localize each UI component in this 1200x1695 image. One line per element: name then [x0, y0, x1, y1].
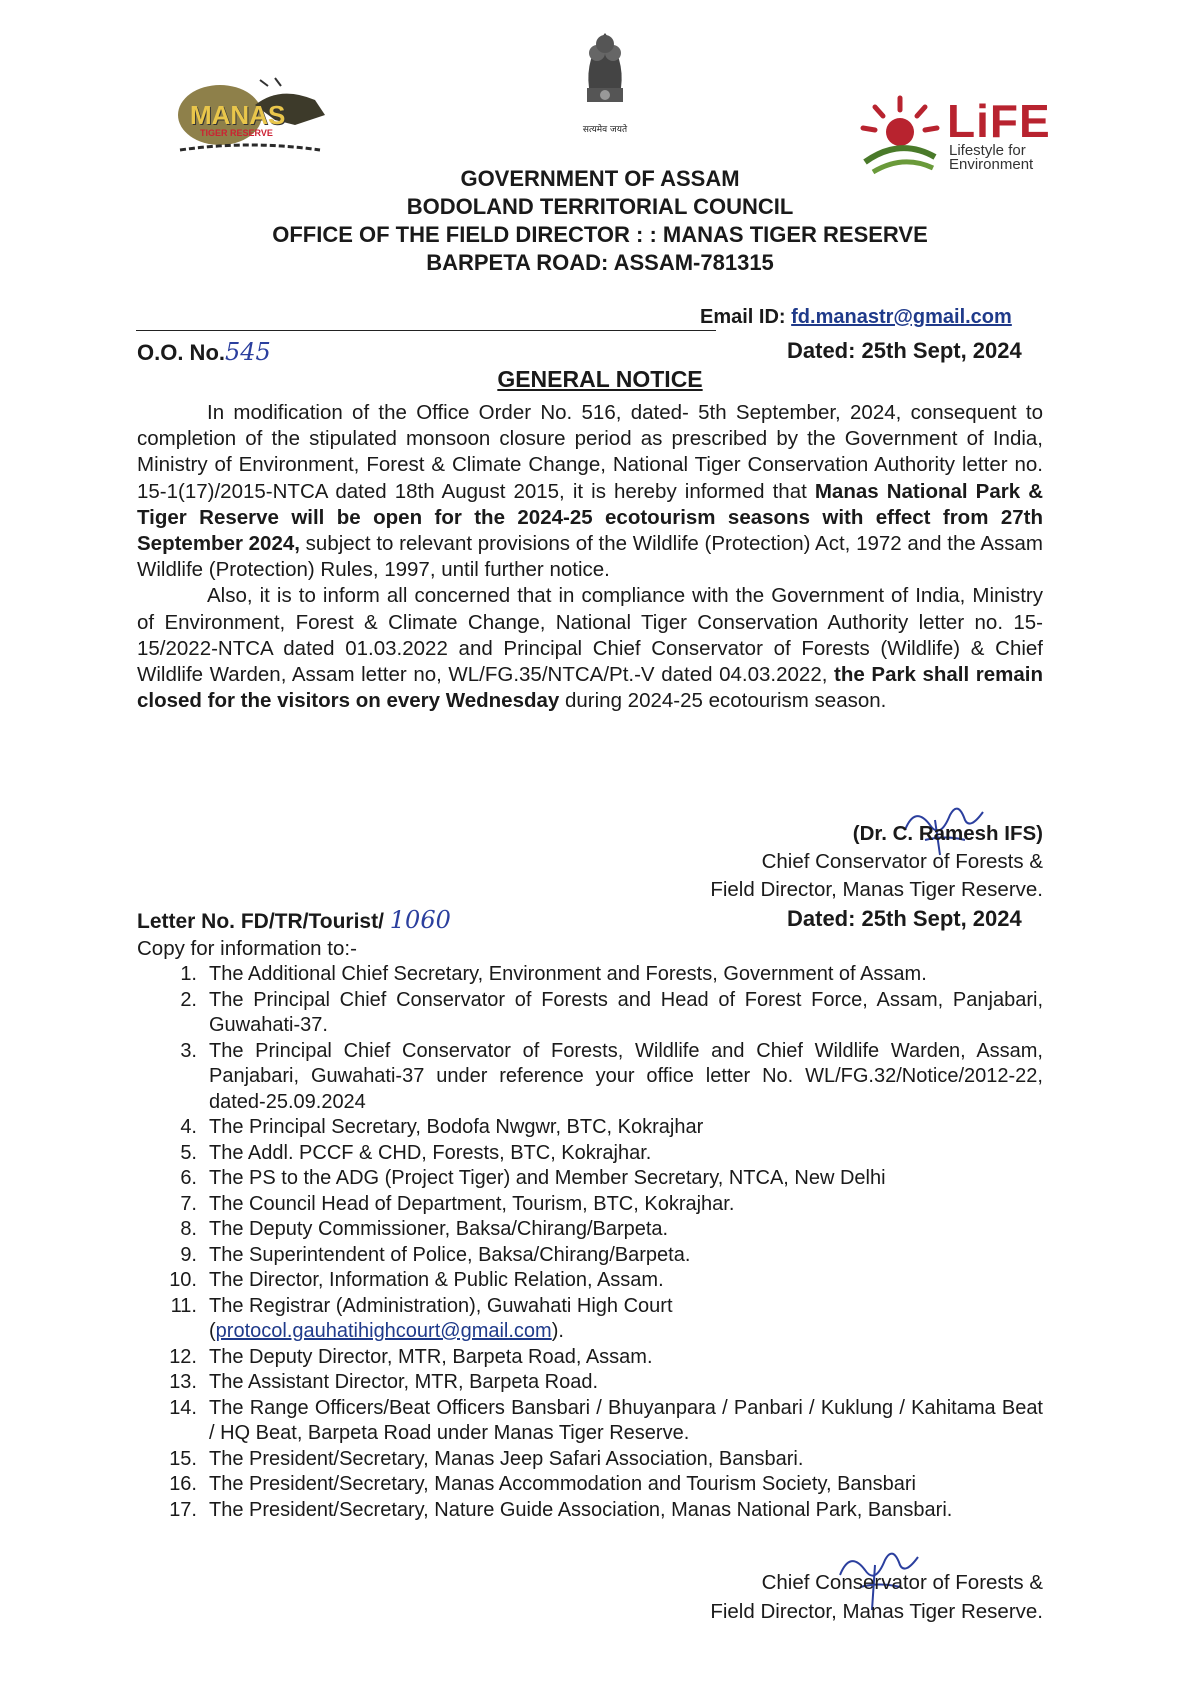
list-item-number: 11.: [170, 1294, 197, 1317]
para2-text-c: during 2024-25 ecotourism season.: [559, 689, 887, 713]
list-item-number: 7.: [180, 1192, 197, 1215]
list-item-text: [209, 1472, 1043, 1498]
list-item-text: [209, 1115, 1043, 1141]
recipient-text: The President/Secretary, Nature Guide Association, Manas National Park, Bansbari.: [209, 1498, 953, 1521]
recipient-text: The Principal Chief Conservator of Forests and Head of Forest Force, Assam, Panjabari, Guwahati-37.: [209, 988, 1043, 1036]
recipient-text: The Deputy Commissioner, Baksa/Chirang/Barpeta.: [209, 1218, 669, 1240]
recipient-text: The Superintendent of Police, Baksa/Chirang/Barpeta.: [209, 1243, 691, 1266]
letter-prefix: Letter No. FD/TR/Tourist/: [137, 910, 390, 933]
list-item: [137, 1268, 1043, 1294]
list-item-number: 15.: [169, 1447, 197, 1470]
recipient-text: The Assistant Director, MTR, Barpeta Road.: [209, 1371, 599, 1393]
list-item-text: [209, 1396, 1043, 1447]
list-item: [137, 962, 1043, 988]
recipient-list: [137, 962, 1043, 1523]
emblem-motto: सत्यमेव जयते: [582, 125, 628, 135]
list-item-number: 3.: [180, 1039, 197, 1062]
list-item-number: 16.: [169, 1473, 197, 1495]
recipient-text: The President/Secretary, Manas Accommodation and Tourism Society, Bansbari: [209, 1473, 917, 1495]
email-label: Email ID:: [700, 306, 792, 328]
recipient-text: The Director, Information & Public Relation, Assam.: [209, 1269, 664, 1291]
header-line4: BARPETA ROAD: ASSAM-781315: [426, 250, 774, 275]
list-item-text: [209, 1268, 1043, 1294]
para2-bold: the Park shall remain closed for the visitors on every Wednesday: [137, 663, 1044, 713]
list-item-number: 1.: [180, 963, 197, 985]
para1-text-c: subject to relevant provisions of the Wildlife (Protection) Act, 1972 and the Assam Wildlife (Protection) Rules, 1997, until further notice.: [137, 532, 1044, 582]
list-item-number: 8.: [180, 1218, 197, 1240]
letterhead: [0, 165, 1200, 277]
list-item: [137, 1217, 1043, 1243]
signatory-title-1: Chief Conservator of Forests &: [761, 850, 1043, 873]
list-item-text: [209, 1039, 1043, 1116]
list-item-text: [209, 1166, 1043, 1192]
copy-label: Copy for information to:-: [137, 937, 357, 960]
recipient-text: The Principal Secretary, Bodofa Nwgwr, BTC, Kokrajhar: [209, 1116, 704, 1138]
letter-number: [137, 906, 451, 934]
manas-logo-subtext: TIGER RESERVE: [200, 128, 273, 138]
para1-bold: Manas National Park & Tiger Reserve will be open for the 2024-25 ecotourism seasons with effect from 27th September 2024,: [137, 479, 1043, 556]
list-item: [137, 1192, 1043, 1218]
list-item-number: 9.: [180, 1243, 197, 1266]
signature-block: [600, 820, 1043, 904]
paragraph-1: [137, 400, 1043, 583]
list-item-text: [209, 1217, 1043, 1243]
recipient-text: The President/Secretary, Manas Jeep Safari Association, Bansbari.: [209, 1447, 804, 1470]
recipient-text: The Registrar (Administration), Guwahati High Court: [209, 1294, 673, 1317]
list-item-text: [209, 962, 1043, 988]
list-item: [137, 1498, 1043, 1524]
header-line1: GOVERNMENT OF ASSAM: [460, 166, 740, 191]
list-item: [137, 1166, 1043, 1192]
manas-logo-text: MANAS: [190, 100, 286, 130]
header-line3: OFFICE OF THE FIELD DIRECTOR : : MANAS TIGER RESERVE: [272, 222, 928, 247]
list-item-number: 6.: [180, 1167, 197, 1189]
list-item: [137, 1115, 1043, 1141]
list-item-text: [209, 1370, 1043, 1396]
list-item-text: [209, 1447, 1043, 1473]
list-item: [137, 1447, 1043, 1473]
paragraph-2: [137, 583, 1043, 714]
list-item-number: 14.: [169, 1396, 197, 1419]
list-item-text: [209, 1141, 1043, 1167]
email-link[interactable]: protocol.gauhatihighcourt@gmail.com: [215, 1320, 552, 1342]
order-date: Dated: 25th Sept, 2024: [787, 338, 1022, 363]
lion-capital-icon: [565, 18, 645, 118]
list-item-text: [209, 988, 1043, 1039]
list-item-text: [209, 1345, 1043, 1371]
recipient-text: The Range Officers/Beat Officers Bansbari / Bhuyanpara / Panbari / Kuklung / Kahitama Beat / HQ Beat, Barpeta Road under Manas Tiger Reserve.: [209, 1396, 1043, 1444]
list-item-number: 12.: [169, 1345, 197, 1368]
list-item: [137, 1370, 1043, 1396]
recipient-text: The Deputy Director, MTR, Barpeta Road, Assam.: [209, 1345, 653, 1368]
list-item-number: 17.: [169, 1498, 197, 1521]
letter-number-handwritten: 1060: [389, 906, 451, 934]
closing-title-2: Field Director, Manas Tiger Reserve.: [710, 1600, 1043, 1623]
list-item: [137, 1039, 1043, 1116]
recipient-text: The Addl. PCCF & CHD, Forests, BTC, Kokrajhar.: [209, 1141, 652, 1164]
list-item: [137, 988, 1043, 1039]
life-tag-line2: Environment: [949, 156, 1034, 173]
life-tag-line1: Lifestyle for: [949, 142, 1026, 159]
list-item: [137, 1345, 1043, 1371]
email-link[interactable]: fd.manastr@gmail.com: [791, 306, 1012, 328]
email-line: [700, 306, 1012, 329]
recipient-text: The Additional Chief Secretary, Environment and Forests, Government of Assam.: [209, 963, 927, 985]
signatory-title-2: Field Director, Manas Tiger Reserve.: [710, 878, 1043, 901]
recipient-text: The PS to the ADG (Project Tiger) and Member Secretary, NTCA, New Delhi: [209, 1167, 886, 1189]
signatory-name: (Dr. C. Ramesh IFS): [852, 822, 1043, 845]
list-item: [137, 1141, 1043, 1167]
list-item-text: The Registrar (Administration), Guwahati High Court (protocol.gauhatihighcourt@gmail.com).: [209, 1294, 673, 1342]
list-item-number: 2.: [180, 988, 197, 1011]
national-emblem: [565, 18, 645, 138]
life-word: LiFE: [947, 95, 1051, 147]
closing-signature-block: [600, 1568, 1043, 1626]
letter-date: Dated: 25th Sept, 2024: [787, 906, 1022, 931]
list-item-number: 5.: [180, 1141, 197, 1164]
notice-body: [137, 400, 1043, 714]
manas-tiger-reserve-logo: [160, 70, 340, 180]
para1-text-a: In modification of the Office Order No. 516, dated- 5th September, 2024, consequent to completion of the stipulated monsoon closure period as prescribed by the Government of India, Ministry of Environment, Forest & Climate Change, National Tiger Conservation Authority letter no. 15-1(17)/2015-NTCA dated 18th August 2015, it is hereby informed that: [137, 401, 1043, 503]
header-divider: [136, 330, 716, 331]
page-title: GENERAL NOTICE: [497, 366, 703, 392]
list-item-number: 10.: [169, 1269, 197, 1291]
order-prefix: O.O. No.: [137, 340, 225, 365]
order-number-handwritten: 545: [225, 338, 271, 366]
list-item-number: 13.: [169, 1371, 197, 1393]
list-item-text: [209, 1498, 1043, 1524]
list-item: [137, 1243, 1043, 1269]
list-item: [137, 1396, 1043, 1447]
list-item: [137, 1294, 1043, 1345]
list-item-number: 4.: [180, 1116, 197, 1138]
recipient-text: The Council Head of Department, Tourism, BTC, Kokrajhar.: [209, 1192, 735, 1215]
list-item-text: [209, 1243, 1043, 1269]
list-item: [137, 1472, 1043, 1498]
recipient-text: The Principal Chief Conservator of Forests, Wildlife and Chief Wildlife Warden, Assam, Panjabari, Guwahati-37 under reference your office letter No. WL/FG.32/Notice/2012-22, dated-25.09.2024: [209, 1039, 1043, 1113]
closing-title-1: Chief Conservator of Forests &: [761, 1571, 1043, 1594]
order-number: [137, 338, 271, 366]
header-line2: BODOLAND TERRITORIAL COUNCIL: [406, 194, 794, 219]
list-item-text: [209, 1192, 1043, 1218]
para2-text-a: Also, it is to inform all concerned that in compliance with the Government of India, Ministry of Environment, Forest & Climate Change, National Tiger Conservation Authority letter no. 15-15/2022-NTCA dated 01.03.2022 and Principal Chief Conservator of Forests (Wildlife) & Chief Wildlife Warden, Assam letter no, WL/FG.35/NTCA/Pt.-V dated 04.03.2022,: [137, 584, 1043, 687]
